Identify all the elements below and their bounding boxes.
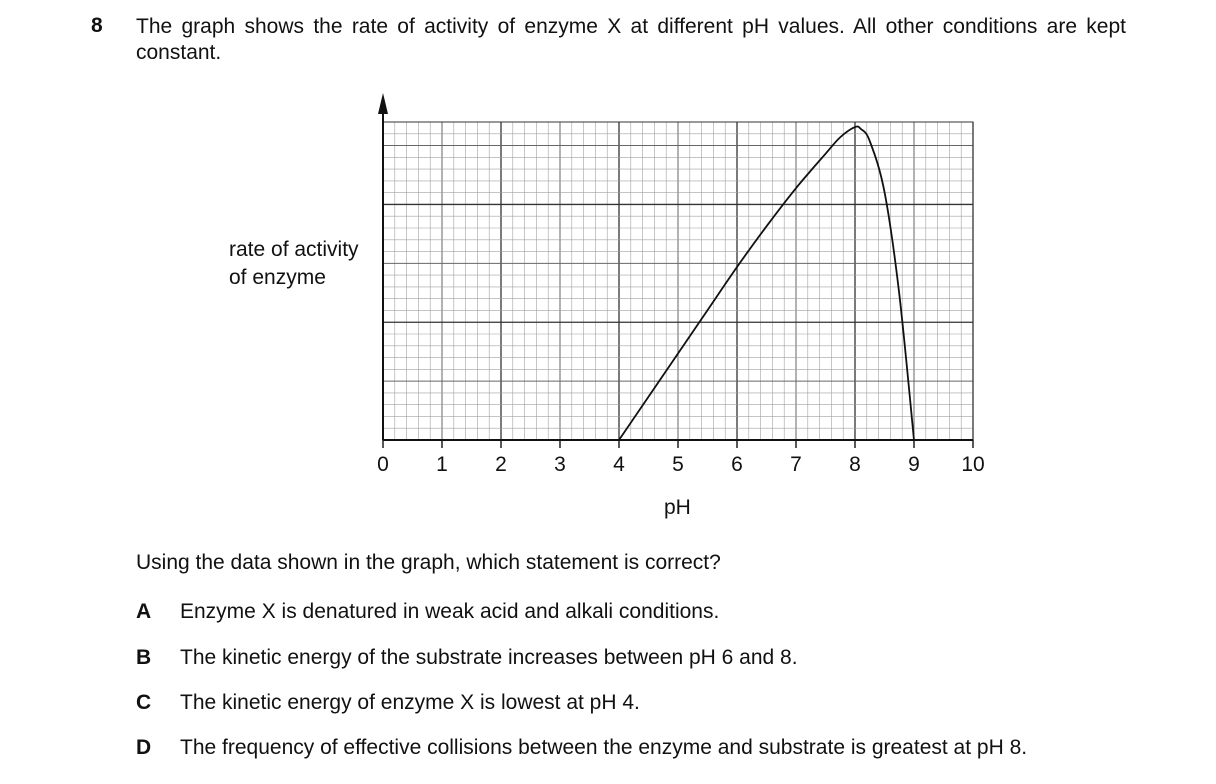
option-d-text: The frequency of effective collisions between the enzyme and substrate is greatest at pH 8.: [180, 736, 1028, 759]
x-axis-ticks: [377, 440, 985, 476]
option-b[interactable]: [136, 646, 1136, 670]
x-tick-label: 0: [377, 453, 389, 476]
option-b-text: The kinetic energy of the substrate increases between pH 6 and 8.: [180, 646, 798, 669]
option-b-letter: B: [136, 646, 152, 669]
question-number: 8: [91, 14, 103, 37]
x-axis-label: pH: [664, 496, 691, 519]
x-tick-label: 3: [554, 453, 566, 476]
x-tick-label: 10: [961, 453, 985, 476]
x-tick-label: 5: [672, 453, 684, 476]
x-tick-label: 6: [731, 453, 743, 476]
option-d[interactable]: [136, 736, 1136, 760]
option-a-text: Enzyme X is denatured in weak acid and alkali conditions.: [180, 600, 720, 623]
y-axis-label-line-1: rate of activity: [229, 238, 359, 261]
x-tick-label: 1: [436, 453, 448, 476]
option-a-letter: A: [136, 600, 152, 623]
option-c-letter: C: [136, 691, 152, 714]
question-prompt: Using the data shown in the graph, which statement is correct?: [136, 551, 721, 574]
option-c[interactable]: [136, 691, 1136, 715]
option-d-letter: D: [136, 736, 152, 759]
question-intro: The graph shows the rate of activity of enzyme X at different pH values. All other conditions are kept constant.: [136, 15, 1126, 64]
x-tick-label: 9: [908, 453, 920, 476]
x-tick-label: 8: [849, 453, 861, 476]
x-tick-label: 4: [613, 453, 625, 476]
option-a[interactable]: [136, 600, 1136, 624]
x-tick-label: 7: [790, 453, 802, 476]
y-axis-label-line-2: of enzyme: [229, 266, 326, 289]
chart-grid: [383, 122, 973, 440]
x-tick-label: 2: [495, 453, 507, 476]
option-c-text: The kinetic energy of enzyme X is lowest at pH 4.: [180, 691, 640, 714]
y-axis-arrow: [378, 93, 388, 114]
chart-axes: [378, 93, 973, 440]
